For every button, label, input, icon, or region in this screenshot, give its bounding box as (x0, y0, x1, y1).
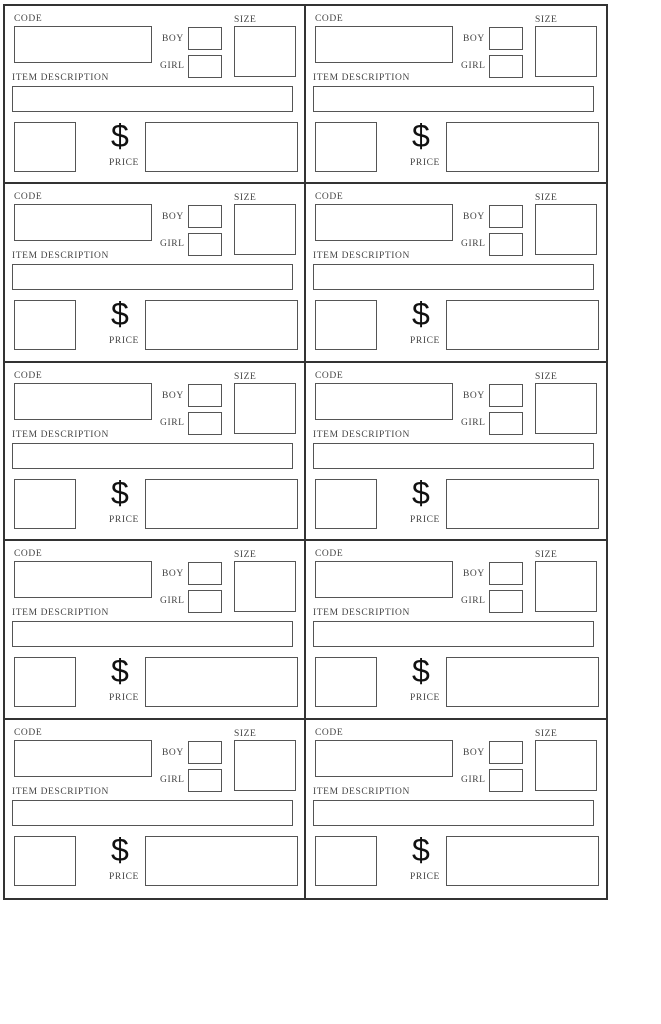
boy-label: BOY (463, 34, 485, 44)
size-label: SIZE (535, 728, 558, 739)
boy-label: BOY (162, 212, 184, 223)
item-description-label: ITEM DESCRIPTION (313, 608, 410, 619)
girl-checkbox[interactable] (489, 233, 523, 256)
girl-label: GIRL (160, 239, 185, 250)
girl-label: GIRL (160, 596, 185, 607)
price-tag (5, 720, 306, 898)
extra-field[interactable] (14, 479, 76, 529)
girl-checkbox[interactable] (489, 769, 523, 792)
item-description-field[interactable] (313, 264, 594, 290)
price-field[interactable] (446, 479, 599, 529)
price-field[interactable] (145, 300, 298, 350)
price-label: PRICE (410, 871, 440, 882)
code-field[interactable] (14, 26, 152, 63)
boy-label: BOY (463, 747, 485, 758)
price-tag (306, 720, 606, 898)
price-field[interactable] (446, 836, 599, 886)
price-label: PRICE (109, 693, 139, 704)
girl-label: GIRL (461, 596, 486, 607)
boy-label: BOY (463, 390, 485, 401)
size-field[interactable] (535, 740, 597, 791)
girl-label: GIRL (160, 61, 185, 71)
code-label: CODE (315, 14, 344, 24)
size-label: SIZE (535, 550, 558, 561)
price-field[interactable] (446, 300, 599, 350)
girl-checkbox[interactable] (489, 412, 523, 435)
boy-checkbox[interactable] (489, 741, 523, 764)
boy-label: BOY (162, 747, 184, 758)
price-field[interactable] (446, 122, 599, 172)
girl-label: GIRL (461, 61, 486, 71)
boy-label: BOY (162, 569, 184, 580)
size-label: SIZE (535, 371, 558, 382)
code-label: CODE (14, 549, 43, 560)
girl-checkbox[interactable] (188, 233, 222, 256)
boy-checkbox[interactable] (188, 562, 222, 585)
item-description-field[interactable] (12, 621, 293, 647)
item-description-field[interactable] (313, 86, 594, 112)
price-tag (306, 541, 606, 719)
girl-checkbox[interactable] (188, 412, 222, 435)
boy-label: BOY (162, 390, 184, 401)
price-tag (306, 184, 606, 362)
code-field[interactable] (14, 204, 152, 241)
girl-checkbox[interactable] (489, 590, 523, 613)
code-field[interactable] (315, 26, 453, 63)
price-label: PRICE (410, 693, 440, 704)
price-tag (306, 6, 606, 184)
boy-checkbox[interactable] (489, 27, 523, 50)
code-label: CODE (14, 370, 43, 381)
size-field[interactable] (234, 204, 296, 255)
extra-field[interactable] (14, 836, 76, 886)
dollar-sign-icon: $ (412, 474, 430, 511)
code-label: CODE (14, 14, 43, 24)
girl-label: GIRL (461, 239, 486, 250)
code-label: CODE (14, 727, 43, 738)
extra-field[interactable] (315, 300, 377, 350)
code-label: CODE (315, 549, 344, 560)
dollar-sign-icon: $ (111, 653, 129, 690)
size-label: SIZE (234, 193, 257, 204)
size-label: SIZE (234, 15, 257, 25)
item-description-label: ITEM DESCRIPTION (12, 608, 109, 619)
price-label: PRICE (109, 514, 139, 525)
size-label: SIZE (535, 15, 558, 25)
extra-field[interactable] (315, 122, 377, 172)
item-description-label: ITEM DESCRIPTION (313, 73, 410, 83)
price-field[interactable] (145, 122, 298, 172)
extra-field[interactable] (14, 657, 76, 707)
girl-checkbox[interactable] (188, 769, 222, 792)
price-field[interactable] (145, 657, 298, 707)
price-label: PRICE (109, 871, 139, 882)
item-description-label: ITEM DESCRIPTION (12, 251, 109, 262)
item-description-label: ITEM DESCRIPTION (12, 786, 109, 797)
price-tag (306, 363, 606, 541)
code-label: CODE (315, 727, 344, 738)
size-label: SIZE (234, 371, 257, 382)
size-label: SIZE (234, 550, 257, 561)
price-field[interactable] (446, 657, 599, 707)
girl-checkbox[interactable] (489, 55, 523, 78)
item-description-field[interactable] (12, 86, 293, 112)
item-description-label: ITEM DESCRIPTION (313, 251, 410, 262)
girl-checkbox[interactable] (188, 590, 222, 613)
price-label: PRICE (109, 158, 139, 168)
extra-field[interactable] (315, 657, 377, 707)
code-label: CODE (14, 192, 43, 203)
size-field[interactable] (234, 561, 296, 612)
code-field[interactable] (14, 561, 152, 598)
extra-field[interactable] (14, 122, 76, 172)
code-field[interactable] (315, 383, 453, 420)
girl-label: GIRL (461, 774, 486, 785)
dollar-sign-icon: $ (412, 118, 430, 154)
size-field[interactable] (234, 740, 296, 791)
item-description-label: ITEM DESCRIPTION (313, 786, 410, 797)
item-description-field[interactable] (12, 443, 293, 469)
size-field[interactable] (535, 204, 597, 255)
girl-label: GIRL (160, 774, 185, 785)
price-field[interactable] (145, 836, 298, 886)
size-label: SIZE (535, 193, 558, 204)
size-field[interactable] (234, 383, 296, 434)
size-label: SIZE (234, 728, 257, 739)
size-field[interactable] (234, 26, 296, 77)
code-label: CODE (315, 192, 344, 203)
boy-checkbox[interactable] (188, 384, 222, 407)
dollar-sign-icon: $ (111, 474, 129, 511)
price-label: PRICE (410, 158, 440, 168)
boy-checkbox[interactable] (188, 27, 222, 50)
code-label: CODE (315, 370, 344, 381)
boy-checkbox[interactable] (188, 205, 222, 228)
boy-checkbox[interactable] (188, 741, 222, 764)
girl-checkbox[interactable] (188, 55, 222, 78)
item-description-field[interactable] (313, 800, 594, 826)
price-label: PRICE (410, 336, 440, 347)
code-field[interactable] (14, 383, 152, 420)
code-field[interactable] (315, 561, 453, 598)
item-description-label: ITEM DESCRIPTION (12, 429, 109, 440)
code-field[interactable] (315, 204, 453, 241)
dollar-sign-icon: $ (412, 296, 430, 333)
size-field[interactable] (535, 26, 597, 77)
dollar-sign-icon: $ (111, 118, 129, 154)
code-field[interactable] (315, 740, 453, 777)
size-field[interactable] (535, 561, 597, 612)
price-label: PRICE (410, 514, 440, 525)
item-description-label: ITEM DESCRIPTION (12, 73, 109, 83)
price-tag-sheet (3, 4, 608, 900)
boy-label: BOY (463, 569, 485, 580)
price-tag (5, 184, 306, 362)
extra-field[interactable] (315, 836, 377, 886)
extra-field[interactable] (315, 479, 377, 529)
boy-checkbox[interactable] (489, 562, 523, 585)
price-tag (5, 541, 306, 719)
item-description-field[interactable] (12, 264, 293, 290)
girl-label: GIRL (160, 417, 185, 428)
size-field[interactable] (535, 383, 597, 434)
item-description-field[interactable] (313, 443, 594, 469)
extra-field[interactable] (14, 300, 76, 350)
boy-checkbox[interactable] (489, 384, 523, 407)
boy-checkbox[interactable] (489, 205, 523, 228)
price-tag (5, 6, 306, 184)
price-label: PRICE (109, 336, 139, 347)
item-description-label: ITEM DESCRIPTION (313, 429, 410, 440)
item-description-field[interactable] (12, 800, 293, 826)
code-field[interactable] (14, 740, 152, 777)
girl-label: GIRL (461, 417, 486, 428)
dollar-sign-icon: $ (412, 653, 430, 690)
price-tag (5, 363, 306, 541)
price-field[interactable] (145, 479, 298, 529)
boy-label: BOY (463, 212, 485, 223)
item-description-field[interactable] (313, 621, 594, 647)
dollar-sign-icon: $ (111, 831, 129, 868)
dollar-sign-icon: $ (111, 296, 129, 333)
boy-label: BOY (162, 34, 184, 44)
dollar-sign-icon: $ (412, 831, 430, 868)
